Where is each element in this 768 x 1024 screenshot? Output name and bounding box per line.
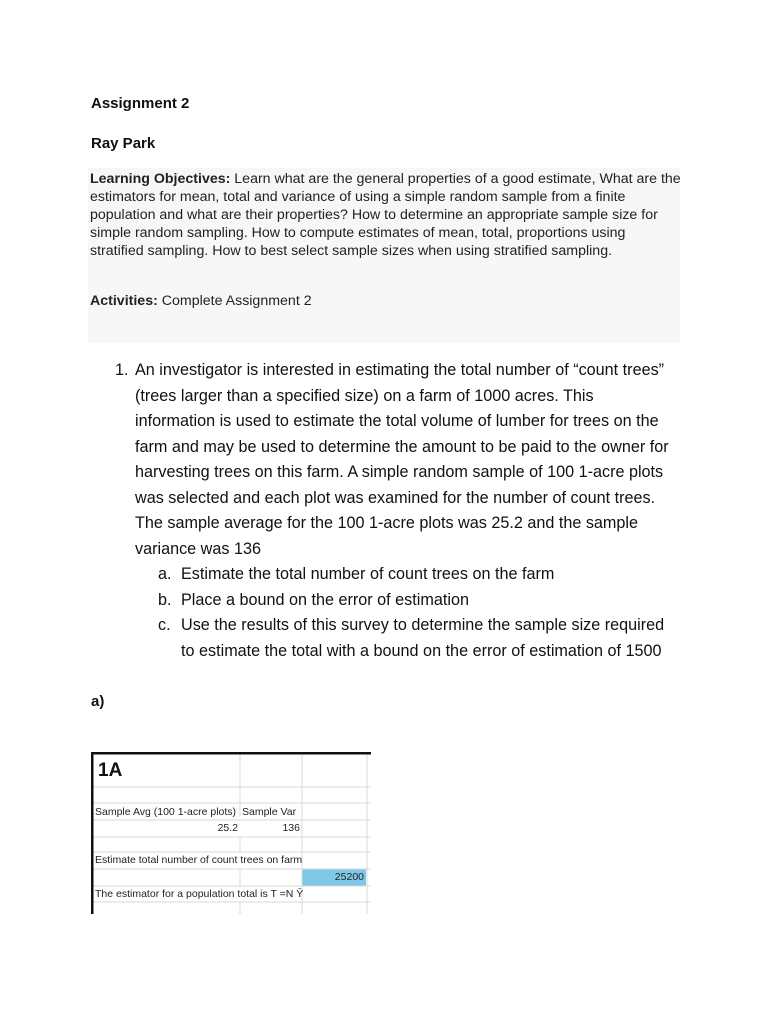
part-text: Use the results of this survey to determine the sample size required to estimate the total with a bound on the error of estimation of 1500 <box>181 616 665 660</box>
part-text: Estimate the total number of count trees on the farm <box>181 565 555 583</box>
objectives-text: Learn what are the general properties of a good estimate, What are the estimators for mean, total and variance of using a simple random sample from a finite population and what are their properties? How to determine an appropriate sample size for simple random sampling. How to compute estimates of mean, total, proportions using stratified sampling. How to best select sample sizes when using stratified sampling. <box>90 171 681 259</box>
objectives-box <box>88 168 680 343</box>
sample-var-value: 136 <box>282 822 300 834</box>
spreadsheet-excerpt <box>91 752 371 914</box>
question-number: 1. <box>115 361 129 379</box>
estimate-label: Estimate total number of count trees on farm <box>95 854 303 866</box>
question-1 <box>115 358 675 664</box>
part-text: Place a bound on the error of estimation <box>181 590 469 609</box>
learning-objectives <box>90 170 682 260</box>
sample-avg-value: 25.2 <box>217 822 238 834</box>
sheet-heading: 1A <box>98 760 123 781</box>
author-name: Ray Park <box>91 135 156 152</box>
question-text: An investigator is interested in estimating the total number of “count trees” (trees larger than a specified size) on a farm of 1000 acres. This information is used to estimate the total volume of lumber for trees on the farm and may be used to determine the amount to be paid to the owner for harvesting trees on this farm. A simple random sample of 100 1-acre plots was selected and each plot was examined for the number of count trees. The sample average for the 100 1-acre plots was 25.2 and the sample variance was 136 <box>135 361 669 558</box>
objectives-label: Learning Objectives: <box>90 171 231 187</box>
part-letter: b. <box>158 590 172 609</box>
activities-text: Complete Assignment 2 <box>157 293 312 309</box>
sample-var-header: Sample Var <box>242 806 297 818</box>
part-letter: a. <box>158 565 172 583</box>
question-part-a <box>135 562 675 588</box>
estimator-note: The estimator for a population total is T =N Ȳ <box>95 888 304 900</box>
activities <box>90 292 682 310</box>
document-title: Assignment 2 <box>91 95 190 112</box>
part-letter: c. <box>158 616 171 634</box>
question-part-c <box>135 613 675 664</box>
answer-label: a) <box>91 693 105 710</box>
sample-avg-header: Sample Avg (100 1-acre plots) <box>95 806 237 818</box>
question-part-b <box>135 588 675 614</box>
estimate-value: 25200 <box>334 871 364 883</box>
activities-label: Activities: <box>90 293 158 309</box>
